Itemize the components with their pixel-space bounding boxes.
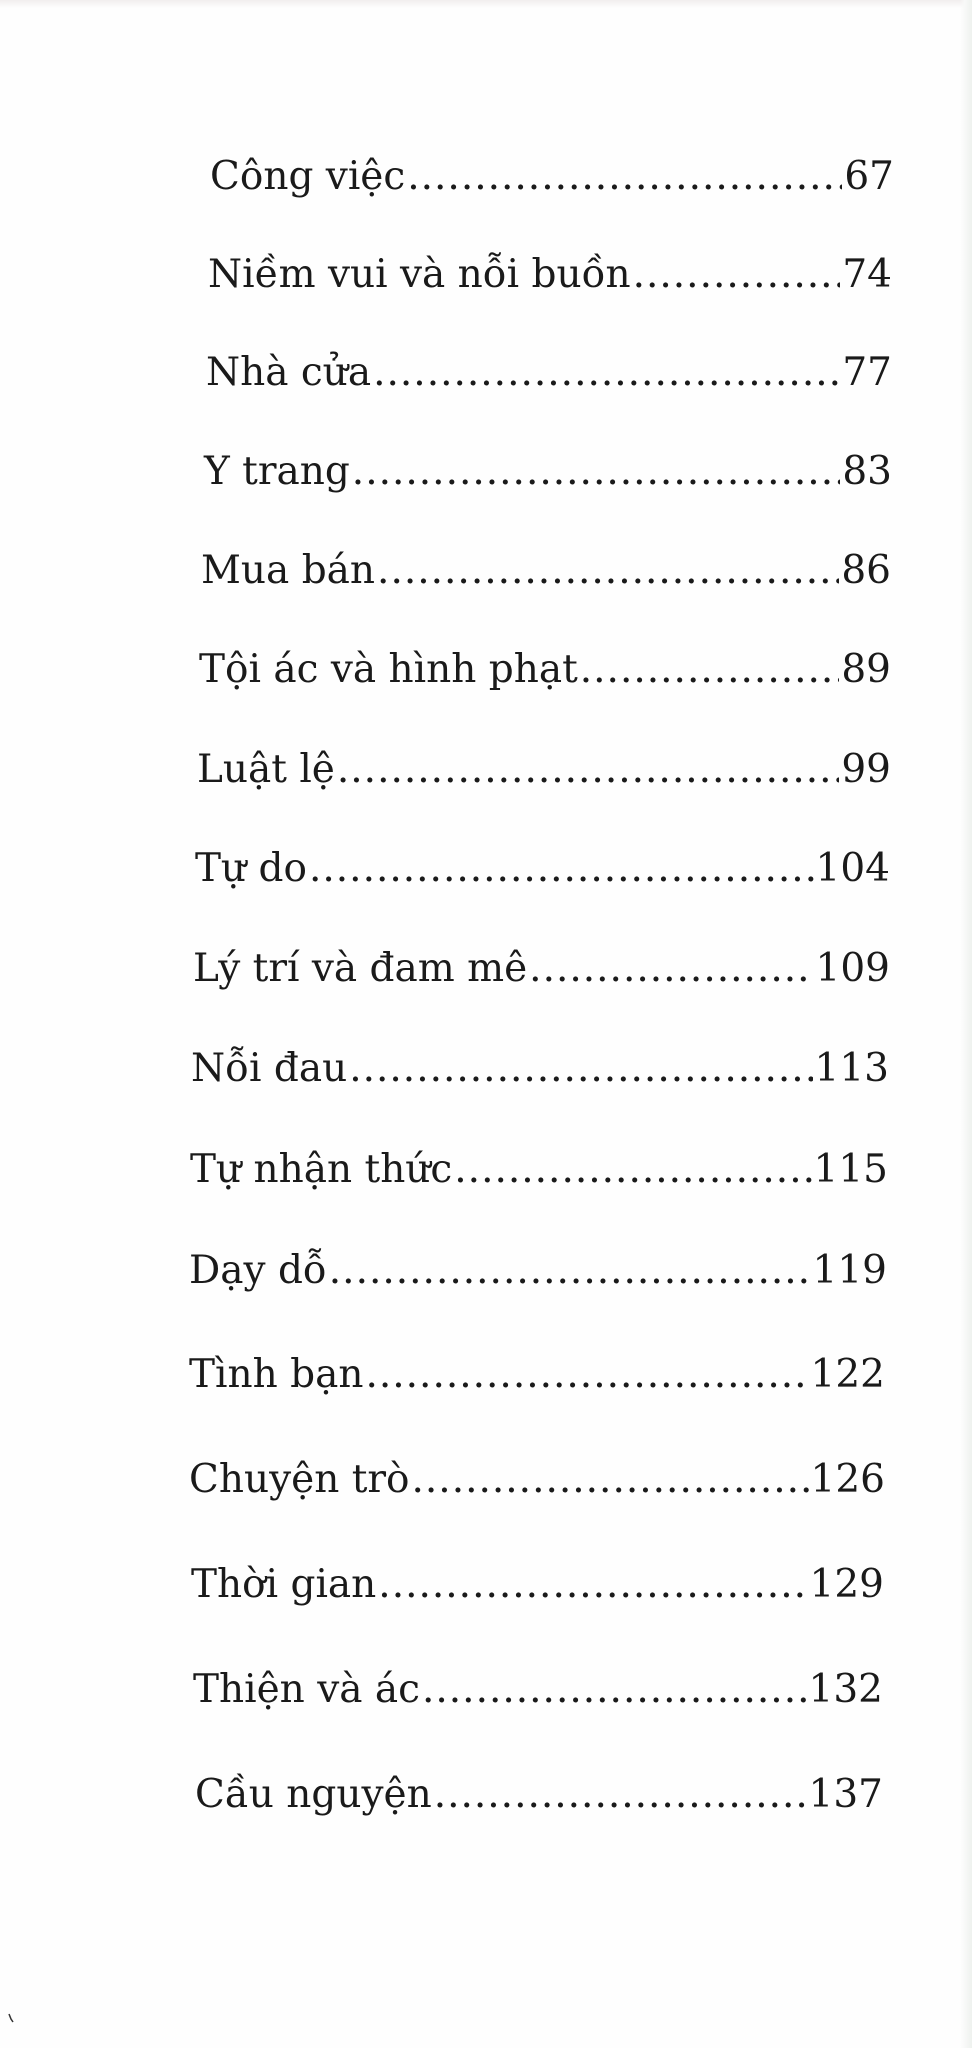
- toc-entry: [189, 1248, 887, 1293]
- toc-entry-title: Mua bán: [201, 548, 376, 593]
- toc-entry-page: 119: [812, 1248, 887, 1293]
- toc-entry: [191, 1046, 889, 1091]
- toc-entry-title: Tự do: [195, 846, 307, 891]
- toc-dot-leader: [365, 1352, 808, 1397]
- toc-entry: [208, 252, 892, 297]
- toc-dot-leader: [434, 1772, 807, 1817]
- toc-entry: [204, 449, 892, 494]
- toc-entry-page: 83: [842, 449, 892, 494]
- toc-entry-page: 89: [841, 647, 891, 692]
- toc-entry-title: Tình bạn: [189, 1352, 364, 1397]
- toc-entry-page: 113: [814, 1046, 889, 1091]
- toc-dot-leader: [352, 449, 841, 494]
- toc-entry-page: 129: [809, 1562, 884, 1607]
- toc-entry: [189, 1352, 885, 1397]
- toc-entry-page: 126: [810, 1457, 885, 1502]
- toc-entry-title: Thiện và ác: [193, 1667, 420, 1712]
- toc-entry: [201, 548, 891, 593]
- scan-speck: [8, 2012, 14, 2022]
- toc-entry-title: Nhà cửa: [206, 350, 372, 395]
- toc-entry: [190, 1147, 888, 1192]
- toc-entry-page: 137: [808, 1772, 883, 1817]
- toc-entry-title: Lý trí và đam mê: [193, 946, 528, 991]
- toc-dot-leader: [407, 154, 842, 199]
- toc-dot-leader: [378, 1562, 807, 1607]
- toc-dot-leader: [373, 350, 840, 395]
- toc-dot-leader: [337, 747, 839, 792]
- toc-dot-leader: [422, 1667, 807, 1712]
- toc-entry-page: 104: [815, 846, 890, 891]
- toc-entry-title: Tội ác và hình phạt: [199, 647, 578, 692]
- toc-dot-leader: [633, 252, 841, 297]
- toc-dot-leader: [377, 548, 839, 593]
- toc-entry: [193, 946, 890, 991]
- toc-entry: [189, 1457, 885, 1502]
- toc-entry: [193, 1667, 883, 1712]
- toc-entry-title: Chuyện trò: [189, 1457, 410, 1502]
- toc-dot-leader: [349, 1046, 812, 1091]
- toc-entry-page: 99: [841, 747, 891, 792]
- toc-entry-page: 132: [808, 1667, 883, 1712]
- toc-entry-page: 109: [815, 946, 890, 991]
- toc-entry: [195, 1772, 883, 1817]
- toc-entry-title: Cầu nguyện: [195, 1772, 432, 1817]
- toc-dot-leader: [309, 846, 814, 891]
- toc-entry-title: Niềm vui và nỗi buồn: [208, 252, 631, 297]
- toc-entry-title: Luật lệ: [197, 747, 335, 792]
- toc-entry: [210, 154, 894, 199]
- toc-dot-leader: [412, 1457, 809, 1502]
- toc-dot-leader: [329, 1248, 811, 1293]
- toc-dot-leader: [529, 946, 813, 991]
- toc-entry: [191, 1562, 884, 1607]
- toc-entry: [199, 647, 891, 692]
- toc-dot-leader: [580, 647, 840, 692]
- toc-entry: [195, 846, 890, 891]
- toc-dot-leader: [454, 1147, 811, 1192]
- toc-entry: [206, 350, 892, 395]
- toc-entry-title: Nỗi đau: [191, 1046, 348, 1091]
- toc-entry-title: Dạy dỗ: [189, 1248, 327, 1293]
- toc-entry-page: 67: [844, 154, 894, 199]
- toc-entry-title: Tự nhận thức: [190, 1147, 453, 1192]
- toc-entry-title: Y trang: [204, 449, 350, 494]
- toc-entry-page: 115: [813, 1147, 888, 1192]
- toc-entry-title: Thời gian: [191, 1562, 377, 1607]
- toc-entry-page: 77: [842, 350, 892, 395]
- toc-entry: [197, 747, 891, 792]
- toc-entry-page: 74: [842, 252, 892, 297]
- toc-entry-page: 122: [810, 1352, 885, 1397]
- toc-entry-page: 86: [841, 548, 891, 593]
- toc-entry-title: Công việc: [210, 154, 406, 199]
